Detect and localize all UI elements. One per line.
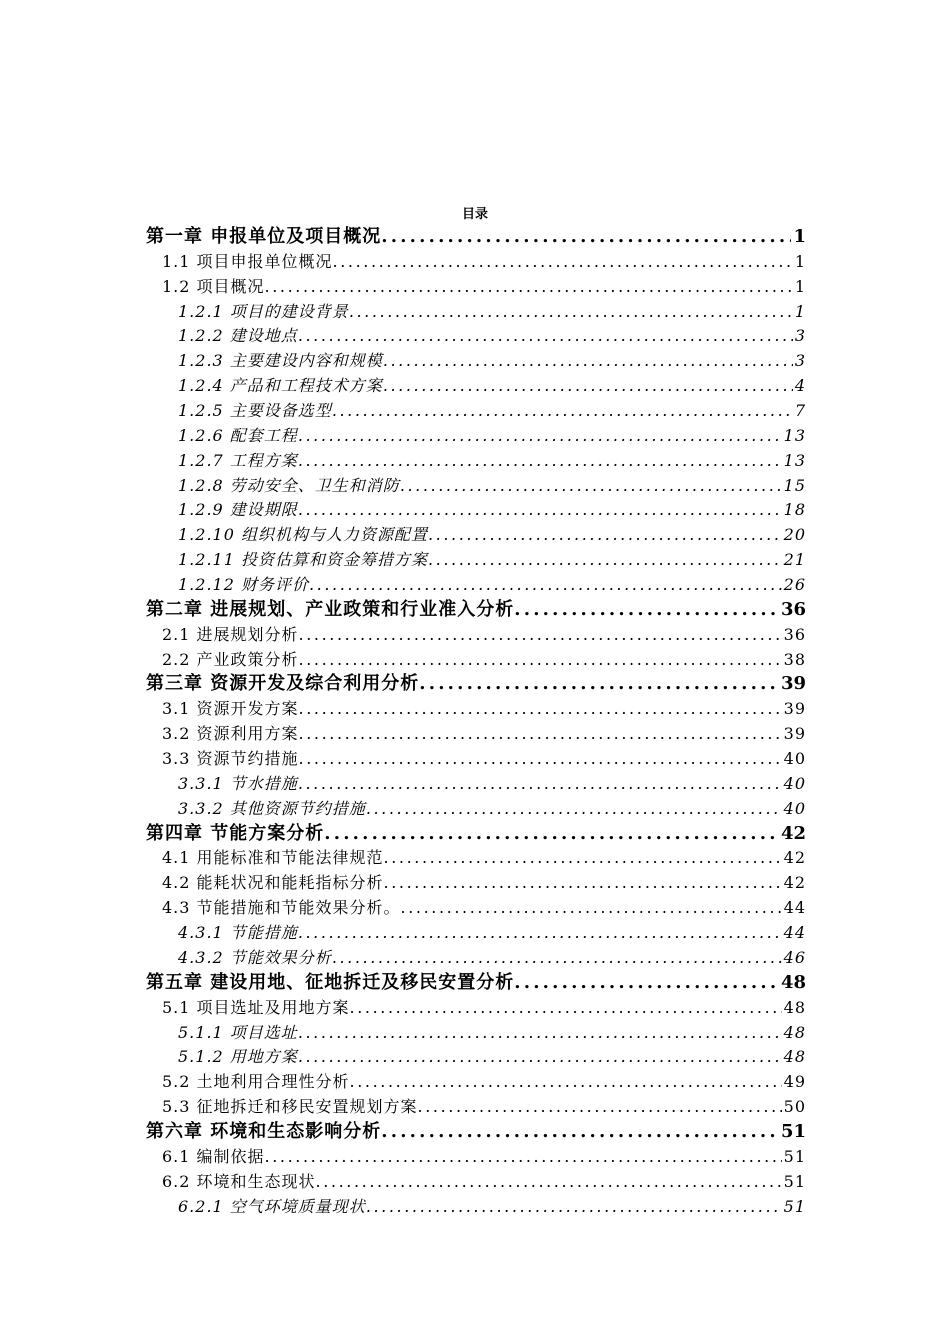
toc-entry-title: 1.2.7 工程方案 — [178, 450, 298, 470]
toc-page-number: 51 — [783, 1171, 806, 1191]
toc-page-number: 50 — [783, 1097, 806, 1117]
toc-dot-leader — [298, 772, 782, 797]
toc-dot-leader — [332, 399, 793, 424]
toc-dot-leader — [366, 1195, 782, 1220]
toc-dot-leader — [298, 498, 782, 523]
toc-subsection-entry[interactable] — [146, 498, 806, 523]
toc-subsection-entry[interactable] — [146, 797, 806, 822]
page-title: 目录 — [461, 207, 488, 222]
toc-entry-title: 1.2.1 项目的建设背景 — [178, 301, 349, 321]
toc-page-number: 48 — [783, 1022, 806, 1042]
toc-entry-title: 1.1 项目申报单位概况 — [162, 251, 333, 271]
toc-dot-leader — [324, 822, 779, 847]
toc-dot-leader — [381, 225, 791, 250]
toc-subsection-entry[interactable] — [146, 300, 806, 325]
toc-dot-leader — [514, 598, 779, 623]
toc-page-number: 36 — [783, 624, 806, 644]
toc-entry-title: 5.1.1 项目选址 — [178, 1022, 298, 1042]
toc-chapter-entry[interactable] — [146, 822, 806, 847]
toc-dot-leader — [428, 523, 782, 548]
toc-dot-leader — [298, 921, 782, 946]
toc-section-entry[interactable] — [146, 747, 806, 772]
toc-entry-title: 第二章 进展规划、产业政策和行业准入分析 — [146, 598, 515, 620]
toc-entry-title: 1.2 项目概况 — [162, 276, 265, 296]
toc-page-number: 1 — [794, 276, 806, 296]
toc-dot-leader — [299, 623, 782, 648]
toc-page-number: 42 — [780, 822, 806, 844]
toc-entry-title: 第六章 环境和生态影响分析 — [146, 1120, 382, 1142]
toc-page-number: 13 — [783, 450, 806, 470]
toc-dot-leader — [401, 896, 782, 921]
toc-entry-title: 3.1 资源开发方案 — [162, 699, 299, 719]
toc-dot-leader — [418, 1095, 782, 1120]
toc-dot-leader — [383, 349, 793, 374]
toc-dot-leader — [349, 300, 793, 325]
toc-chapter-entry[interactable] — [146, 225, 806, 250]
toc-page-number: 49 — [783, 1072, 806, 1092]
toc-subsection-entry[interactable] — [146, 374, 806, 399]
toc-page-number: 40 — [783, 773, 806, 793]
toc-page-number: 1 — [793, 226, 806, 247]
toc-entry-title: 1.2.4 产品和工程技术方案 — [178, 376, 383, 396]
toc-dot-leader — [350, 1070, 782, 1095]
toc-dot-leader — [298, 324, 793, 349]
toc-entry-title: 1.2.10 组织机构与人力资源配置 — [178, 525, 428, 545]
toc-section-entry[interactable] — [146, 250, 806, 275]
toc-page-number: 3 — [794, 326, 806, 346]
toc-section-entry[interactable] — [146, 846, 806, 871]
toc-section-entry[interactable] — [146, 1145, 806, 1170]
toc-chapter-entry[interactable] — [146, 598, 806, 623]
toc-section-entry[interactable] — [146, 623, 806, 648]
toc-entry-title: 3.2 资源利用方案 — [162, 724, 299, 744]
toc-subsection-entry[interactable] — [146, 1021, 806, 1046]
toc-entry-title: 5.3 征地拆迁和移民安置规划方案 — [162, 1097, 418, 1117]
toc-dot-leader — [383, 374, 793, 399]
toc-chapter-entry[interactable] — [146, 1120, 806, 1145]
toc-entry-title: 5.2 土地利用合理性分析 — [162, 1072, 350, 1092]
toc-dot-leader — [400, 474, 782, 499]
toc-subsection-entry[interactable] — [146, 474, 806, 499]
table-of-contents — [146, 225, 806, 1219]
toc-entry-title: 3.3.1 节水措施 — [178, 773, 298, 793]
toc-entry-title: 1.2.5 主要设备选型 — [178, 401, 332, 421]
toc-entry-title: 2.2 产业政策分析 — [162, 649, 299, 669]
toc-dot-leader — [428, 548, 782, 573]
toc-entry-title: 4.1 用能标准和节能法律规范 — [162, 848, 384, 868]
toc-subsection-entry[interactable] — [146, 523, 806, 548]
toc-section-entry[interactable] — [146, 275, 806, 300]
toc-chapter-entry[interactable] — [146, 971, 806, 996]
toc-chapter-entry[interactable] — [146, 672, 806, 697]
toc-page-number: 51 — [780, 1120, 806, 1142]
toc-entry-title: 第一章 申报单位及项目概况 — [146, 226, 382, 247]
toc-section-entry[interactable] — [146, 871, 806, 896]
toc-entry-title: 3.3.2 其他资源节约措施 — [178, 798, 366, 818]
toc-dot-leader — [298, 1021, 782, 1046]
toc-page-number: 46 — [783, 947, 806, 967]
toc-subsection-entry[interactable] — [146, 946, 806, 971]
toc-subsection-entry[interactable] — [146, 548, 806, 573]
toc-dot-leader — [265, 275, 793, 300]
toc-entry-title: 6.1 编制依据 — [162, 1146, 265, 1166]
toc-entry-title: 4.3 节能措施和节能效果分析。 — [162, 898, 401, 918]
toc-entry-title: 1.2.12 财务评价 — [178, 575, 309, 595]
toc-page-number: 20 — [783, 525, 806, 545]
toc-section-entry[interactable] — [146, 1170, 806, 1195]
toc-page-number: 4 — [794, 376, 806, 396]
toc-entry-title: 1.2.6 配套工程 — [178, 425, 298, 445]
toc-dot-leader — [514, 971, 779, 996]
toc-page-number: 7 — [794, 401, 806, 421]
toc-dot-leader — [381, 1120, 779, 1145]
toc-page-number: 3 — [794, 351, 806, 371]
toc-dot-leader — [332, 946, 782, 971]
toc-page-number: 51 — [783, 1146, 806, 1166]
toc-section-entry[interactable] — [146, 697, 806, 722]
toc-subsection-entry[interactable] — [146, 1045, 806, 1070]
toc-subsection-entry[interactable] — [146, 1195, 806, 1220]
toc-page-number: 1 — [794, 301, 806, 321]
toc-subsection-entry[interactable] — [146, 921, 806, 946]
toc-subsection-entry[interactable] — [146, 449, 806, 474]
toc-entry-title: 2.1 进展规划分析 — [162, 624, 299, 644]
toc-subsection-entry[interactable] — [146, 772, 806, 797]
toc-entry-title: 第三章 资源开发及综合利用分析 — [146, 673, 420, 695]
toc-page-number: 15 — [783, 475, 806, 495]
toc-entry-title: 4.3.2 节能效果分析 — [178, 947, 332, 967]
toc-dot-leader — [299, 722, 782, 747]
toc-page-number: 36 — [780, 598, 806, 620]
toc-section-entry[interactable] — [146, 1095, 806, 1120]
toc-dot-leader — [299, 697, 782, 722]
toc-section-entry[interactable] — [146, 896, 806, 921]
toc-page-number: 39 — [780, 673, 806, 695]
toc-section-entry[interactable] — [146, 722, 806, 747]
toc-page-number: 21 — [783, 550, 806, 570]
toc-entry-title: 3.3 资源节约措施 — [162, 749, 299, 769]
toc-page-number: 48 — [783, 1047, 806, 1067]
toc-page-number: 40 — [783, 798, 806, 818]
toc-page-number: 51 — [783, 1196, 806, 1216]
toc-dot-leader — [384, 846, 782, 871]
toc-dot-leader — [309, 573, 782, 598]
toc-entry-title: 4.2 能耗状况和能耗指标分析 — [162, 873, 384, 893]
toc-page-number: 40 — [783, 749, 806, 769]
toc-page-number: 39 — [783, 724, 806, 744]
toc-page-number: 48 — [780, 971, 806, 993]
toc-subsection-entry[interactable] — [146, 573, 806, 598]
toc-subsection-entry[interactable] — [146, 424, 806, 449]
toc-entry-title: 6.2.1 空气环境质量现状 — [178, 1196, 366, 1216]
toc-page-number: 18 — [783, 500, 806, 520]
toc-section-entry[interactable] — [146, 648, 806, 673]
toc-page-number: 48 — [783, 997, 806, 1017]
toc-dot-leader — [298, 1045, 782, 1070]
toc-section-entry[interactable] — [146, 1070, 806, 1095]
toc-dot-leader — [265, 1145, 782, 1170]
toc-dot-leader — [384, 871, 782, 896]
toc-dot-leader — [333, 250, 793, 275]
toc-entry-title: 6.2 环境和生态现状 — [162, 1171, 316, 1191]
toc-dot-leader — [299, 648, 782, 673]
toc-page-number: 1 — [794, 251, 806, 271]
toc-subsection-entry[interactable] — [146, 399, 806, 424]
toc-dot-leader — [419, 672, 779, 697]
toc-section-entry[interactable] — [146, 996, 806, 1021]
toc-entry-title: 4.3.1 节能措施 — [178, 923, 298, 943]
toc-page-number: 26 — [783, 575, 806, 595]
toc-entry-title: 5.1 项目选址及用地方案 — [162, 997, 350, 1017]
toc-entry-title: 第四章 节能方案分析 — [146, 822, 325, 844]
toc-page-number: 42 — [783, 873, 806, 893]
toc-dot-leader — [298, 449, 782, 474]
toc-subsection-entry[interactable] — [146, 349, 806, 374]
toc-page-number: 44 — [783, 898, 806, 918]
toc-dot-leader — [316, 1170, 782, 1195]
toc-entry-title: 1.2.11 投资估算和资金筹措方案 — [178, 550, 428, 570]
toc-dot-leader — [366, 797, 782, 822]
toc-entry-title: 第五章 建设用地、征地拆迁及移民安置分析 — [146, 971, 515, 993]
toc-page-number: 44 — [783, 923, 806, 943]
toc-page-number: 39 — [783, 699, 806, 719]
toc-entry-title: 1.2.8 劳动安全、卫生和消防 — [178, 475, 400, 495]
toc-page-number: 42 — [783, 848, 806, 868]
toc-dot-leader — [350, 996, 782, 1021]
toc-entry-title: 1.2.2 建设地点 — [178, 326, 298, 346]
toc-dot-leader — [298, 424, 782, 449]
toc-page-number: 38 — [783, 649, 806, 669]
toc-entry-title: 1.2.9 建设期限 — [178, 500, 298, 520]
toc-page-number: 13 — [783, 425, 806, 445]
toc-subsection-entry[interactable] — [146, 324, 806, 349]
toc-dot-leader — [299, 747, 782, 772]
toc-entry-title: 5.1.2 用地方案 — [178, 1047, 298, 1067]
toc-entry-title: 1.2.3 主要建设内容和规模 — [178, 351, 383, 371]
